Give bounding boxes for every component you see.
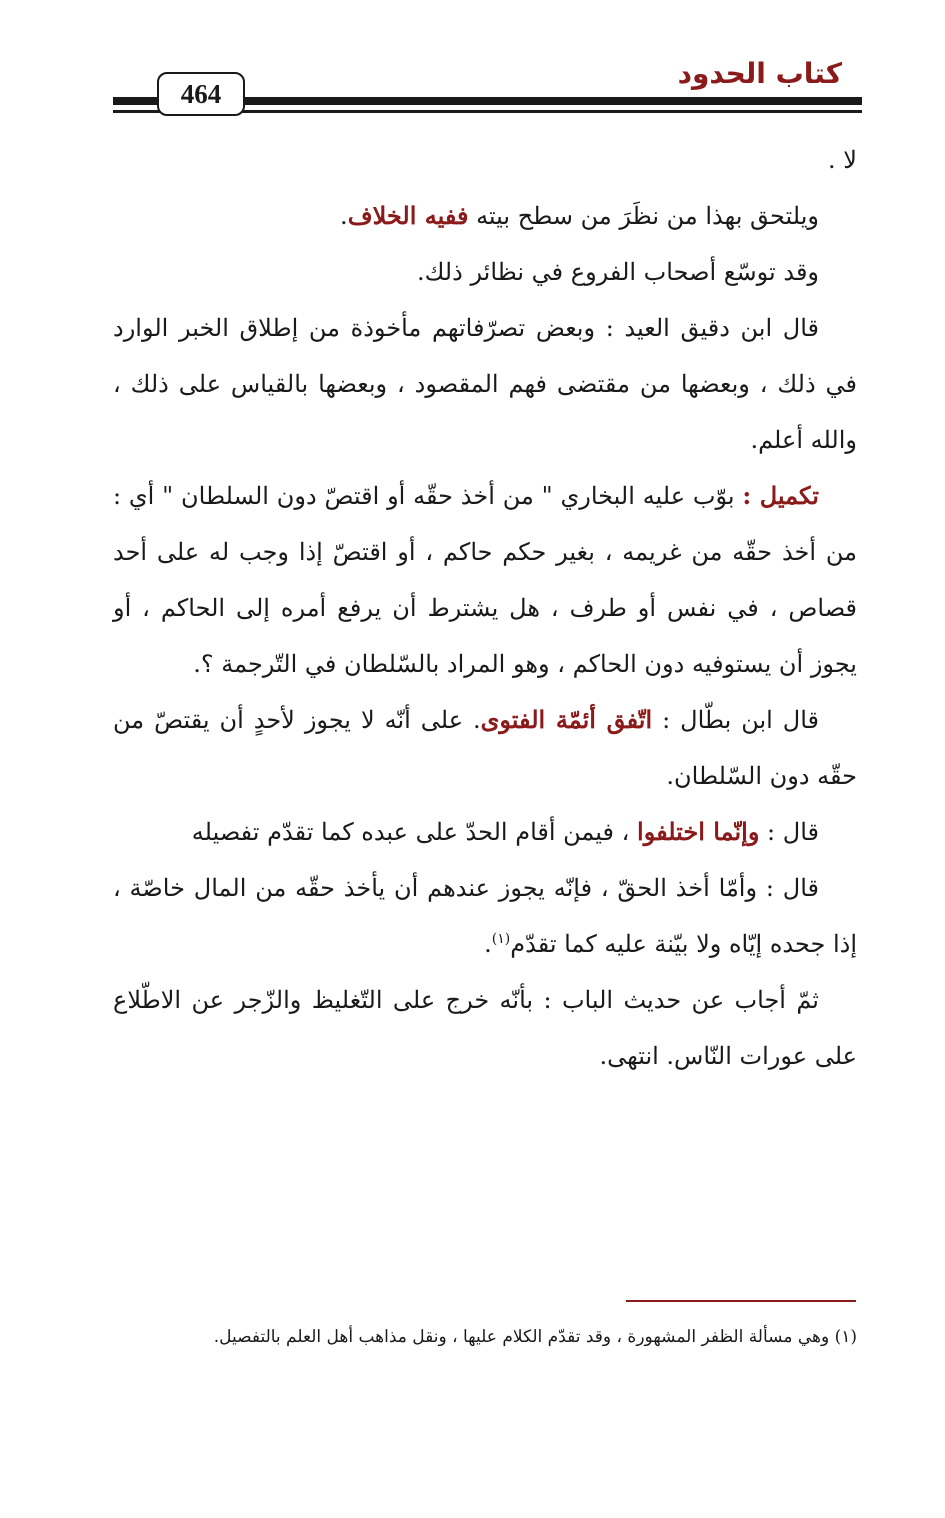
paragraph-5 (113, 468, 857, 692)
paragraph-2-text: ويلتحق بهذا من نظَرَ من سطح بيته (468, 202, 819, 230)
footnote (113, 1322, 857, 1352)
paragraph-6-text: قال ابن بطّال : (652, 706, 820, 734)
paragraph-4: قال ابن دقيق العيد : وبعض تصرّفاتهم مأخوذة من إطلاق الخبر الوارد في ذلك ، وبعضها من مقتضى فهم المقصود ، وبعضها بالقياس على ذلك ، والله أعلم. (113, 314, 857, 454)
paragraph-7-end: ، فيمن أقام الحدّ على عبده كما تقدّم تفصيله (191, 818, 638, 846)
paragraph-6 (113, 692, 857, 804)
footnote-text: (١) وهي مسألة الظفر المشهورة ، وقد تقدّم الكلام عليها ، ونقل مذاهب أهل العلم بالتفصيل. (213, 1327, 857, 1347)
body-text (113, 132, 857, 1084)
paragraph-7 (113, 804, 857, 860)
paragraph-7-text: قال : (759, 818, 819, 846)
paragraph-6-end: . على أنّه لا يجوز لأحدٍ أن يقتصّ من حقّه دون السّلطان. (113, 706, 857, 790)
page-number: 464 (157, 72, 245, 116)
page-header (113, 52, 862, 122)
chapter-title: كتاب الحدود (677, 57, 842, 90)
paragraph-5-highlight: تكميل : (742, 481, 819, 510)
paragraph-7-highlight: وإنّما اختلفوا (637, 817, 760, 846)
paragraph-6-highlight: اتّفق أئمّة الفتوى (480, 705, 653, 734)
paragraph-2-highlight: ففيه الخلاف (347, 201, 469, 230)
paragraph-8 (113, 860, 857, 972)
footnote-reference[interactable]: (١) (491, 931, 511, 947)
paragraph-2 (113, 188, 857, 244)
paragraph-3: وقد توسّع أصحاب الفروع في نظائر ذلك. (416, 258, 819, 286)
paragraph-2-end: . (340, 202, 348, 230)
paragraph-9: ثمّ أجاب عن حديث الباب : بأنّه خرج على التّغليظ والزّجر عن الاطّلاع على عورات النّاس. انتهى. (113, 986, 857, 1070)
paragraph-8-end: . (484, 930, 492, 958)
footnote-separator (626, 1300, 856, 1302)
paragraph-1: لا . (828, 146, 857, 174)
paragraph-5-text: بوّب عليه البخاري " من أخذ حقّه أو اقتصّ دون السلطان " أي : من أخذ حقّه من غريمه ، بغير حكم حاكم ، أو اقتصّ إذا وجب له على أحد قصاص ، في نفس أو طرف ، هل يشترط أن يرفع أمره إلى الحاكم ، أو يجوز أن يستوفيه دون الحاكم ، وهو المراد بالسّلطان في التّرجمة ؟. (113, 482, 857, 678)
paragraph-8-text: قال : وأمّا أخذ الحقّ ، فإنّه يجوز عندهم أن يأخذ حقّه من المال خاصّة ، إذا جحده إيّاه ولا بيّنة عليه كما تقدّم (113, 874, 857, 958)
